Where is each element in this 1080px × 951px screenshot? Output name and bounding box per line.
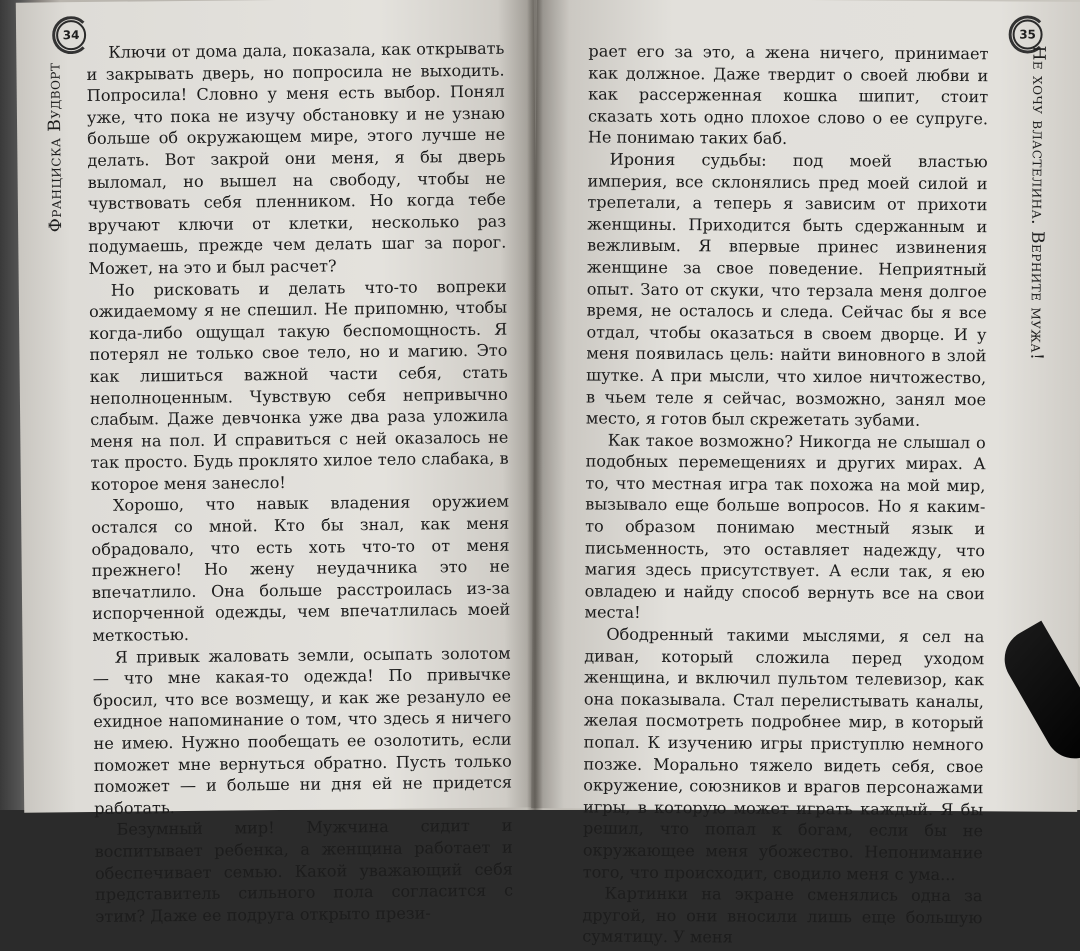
page-number-left: 34	[56, 20, 86, 50]
paragraph: Как такое возможно? Никогда не слышал о подобных перемещениях и других мирах. А то, что местная игра так похожа на мой мир, вызывало еще больше вопросов. Но я каким-то образом понимаю местный язык и письменность, это оставляет надежду, что магия здесь присутствует. А если так, я ею овладею и найду способ вернуть все на свои места!	[584, 430, 986, 623]
paragraph: рает его за это, а жена ничего, принимает как должное. Даже твердит о своей любви и как рассерженная кошка шипит, стоит сказать хоть одно плохое слово о ее супруге. Не понимаю таких баб.	[587, 41, 989, 149]
paragraph: Безумный мир! Мужчина сидит и воспитывает ребенка, а женщина работает и обеспечивает семью. Какой уважающий себя представитель сильного пола согласится с этим? Даже ее подруга открыто прези-	[94, 815, 514, 926]
paragraph: Хорошо, что навык владения оружием остался со мной. Кто бы знал, как меня обрадовало, что есть хоть что-то от меня прежнего! Но жену неудачника это не впечатлило. Она больше расстроилась из-за испорченной одежды, чем впечатлилась моей меткостью.	[91, 492, 511, 645]
paragraph: Ободренный такими мыслями, я сел на диван, который сложила перед уходом женщина, и включил пультом телевизор, как она показывала. Стал перелистывать каналы, желая посмотреть подробнее мир, в который попал. К изучению игры приступлю немного позже. Морально тяжело видеть себя, свое окружение, союзников и врагов персонажами игры, в которую может играть каждый. Я бы решил, что попал к богам, если бы не окружающее меня убожество. Непонимание того, что происходит, сводило меня с ума...	[582, 624, 985, 884]
right-page	[531, 0, 1080, 947]
paragraph: Ирония судьбы: под моей властью империя, все склонялись пред моей силой и трепетали, а теперь я зависим от прихоти женщины. Приходится быть сдержанным и вежливым. Я впервые принес извинения женщине за свое поведение. Неприятный опыт. Зато от скуки, что терзала меня долгое время, не осталось и следа. Сейчас бы я все отдал, чтобы оказаться в своем дворце. И у меня появилась цель: найти виновного в злой шутке. А при мысли, что хилое ничтожество, в чьем теле я сейчас, возможно, занял мое место, я готов был скрежетать зубами.	[585, 149, 988, 430]
paragraph: Я привык жаловать земли, осыпать золотом — что мне какая-то одежда! По привычке бросил, что все возмещу, и как же резануло ее ехидное напоминание о том, что здесь я ничего не имею. Нужно пообещать ее озолотить, если поможет мне вернуться обратно. Пусть только поможет — и больше ни дня ей не придется работать.	[92, 643, 513, 818]
paragraph: Но рисковать и делать что-то вопреки ожидаемому я не спешил. Не припомню, чтобы когда-либо ощущал такую беспомощность. Я потерял не только свое тело, но и магию. Это как лишиться важной части себя, стать неполноценным. Чувствую себя непривычно слабым. Даже девчонка уже два раза уложила меня на пол. И справиться с ней оказалось не так просто. Будь проклято хилое тело слабака, в которое меня занесло!	[88, 276, 509, 494]
paragraph: Картинки на экране сменялись одна за другой, но они вносили лишь еще большую сумятицу. У меня	[582, 883, 983, 947]
running-head-title: Не хочу властелина. Верните мужа!	[1026, 45, 1049, 361]
left-page-text	[86, 38, 513, 928]
book-gutter	[527, 0, 543, 810]
page-number-right: 35	[1012, 19, 1042, 49]
left-page	[16, 0, 542, 926]
running-head-author: Франциска Вудворт	[44, 62, 67, 233]
right-page-text	[582, 40, 988, 950]
paragraph: Ключи от дома дала, показала, как открывать и закрывать дверь, но попросила не выходить. Попросила! Словно у меня есть выбор. Понял уже, что пока не изучу обстановку и не узнаю больше об окружающем мире, этого лучше не делать. Вот закрой они меня, я бы дверь выломал, но вышел на свободу, чтобы не чувствовать себя пленником. Но когда тебе вручают ключи от клетки, несколько раз подумаешь, прежде чем делать шаг за порог. Может, на это и был расчет?	[86, 38, 507, 278]
